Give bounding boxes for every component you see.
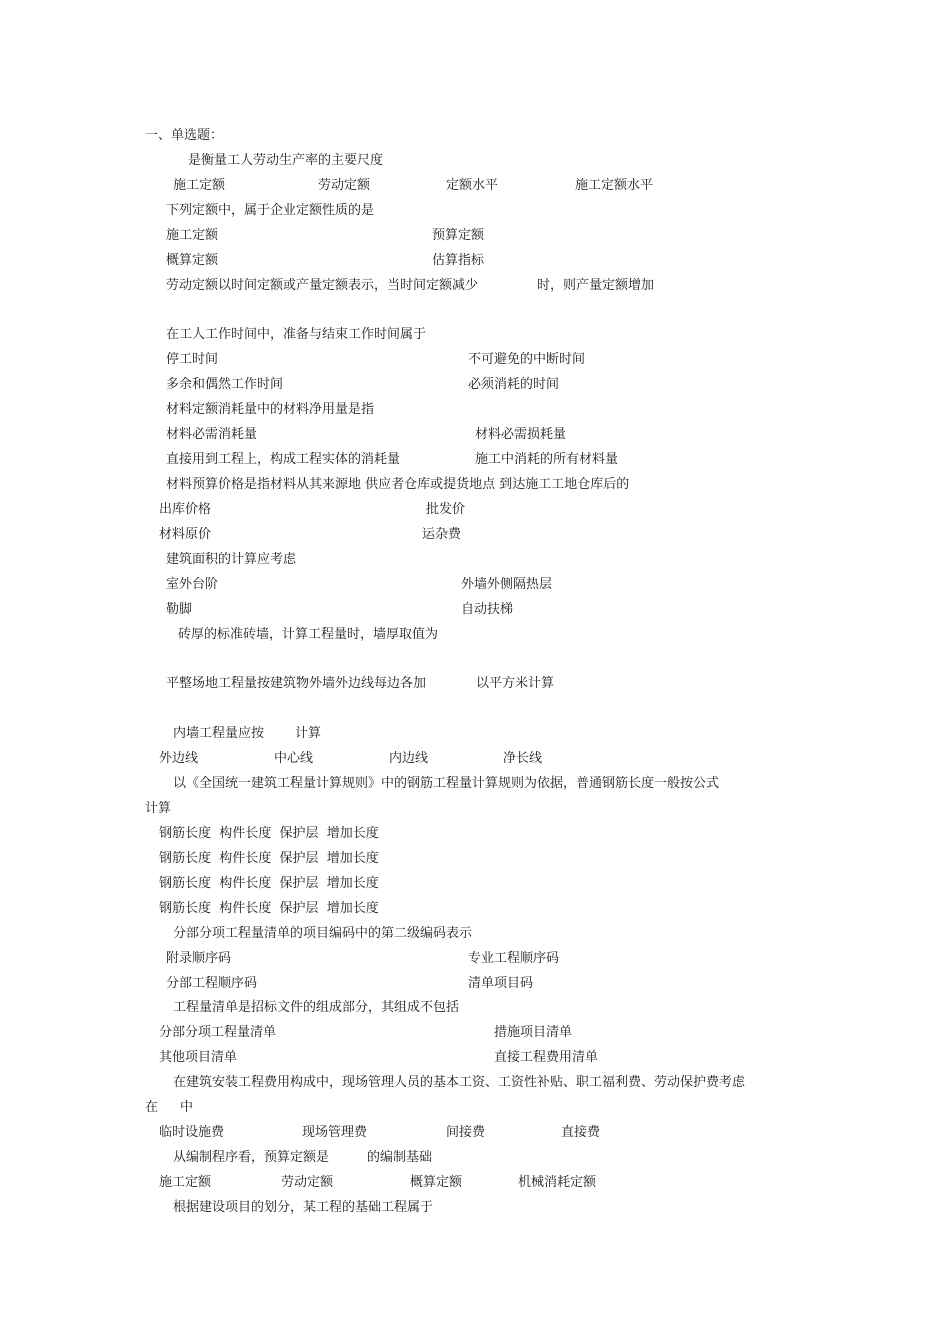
question-text: 平整场地工程量按建筑物外墙外边线每边各加 bbox=[166, 676, 427, 691]
option-text: 批发价 bbox=[426, 502, 466, 517]
option-text: 概算定额 bbox=[410, 1175, 463, 1190]
option-text: 临时设施费 bbox=[159, 1125, 225, 1140]
option-text: 间接费 bbox=[446, 1125, 486, 1140]
option-text: 外墙外侧隔热层 bbox=[461, 577, 553, 592]
question-text: 计算 bbox=[295, 726, 322, 741]
option-text: 内边线 bbox=[389, 751, 429, 766]
option-text: 必须消耗的时间 bbox=[468, 377, 560, 392]
question-text: 工程量清单是招标文件的组成部分，其组成不包括 bbox=[173, 1000, 460, 1015]
option-text: 概算定额 bbox=[166, 253, 219, 268]
option-text: 估算指标 bbox=[432, 253, 485, 268]
option-text: 直接费 bbox=[561, 1125, 601, 1140]
question-text: 砖厚的标准砖墙，计算工程量时，墙厚取值为 bbox=[178, 627, 439, 642]
question-text: 计算 bbox=[145, 801, 172, 816]
question-text: 下列定额中，属于企业定额性质的是 bbox=[166, 203, 375, 218]
option-text: 运杂费 bbox=[422, 527, 462, 542]
option-text: 劳动定额 bbox=[281, 1175, 334, 1190]
option-text: 停工时间 bbox=[166, 352, 219, 367]
option-text: 附录顺序码 bbox=[166, 951, 232, 966]
option-text: 施工定额 bbox=[159, 1175, 212, 1190]
option-text: 专业工程顺序码 bbox=[468, 951, 560, 966]
section-heading: 一、单选题： bbox=[145, 128, 224, 143]
question-text: 分部分项工程量清单的项目编码中的第二级编码表示 bbox=[173, 926, 473, 941]
question-text: 内墙工程量应按 bbox=[173, 726, 265, 741]
option-text: 劳动定额 bbox=[318, 178, 371, 193]
option-text: 清单项目码 bbox=[468, 976, 534, 991]
option-text: 中心线 bbox=[274, 751, 314, 766]
question-text: 中 bbox=[180, 1100, 194, 1115]
option-text: 施工中消耗的所有材料量 bbox=[475, 452, 619, 467]
option-text: 勒脚 bbox=[166, 602, 193, 617]
option-text: 出库价格 bbox=[159, 502, 212, 517]
option-text: 净长线 bbox=[503, 751, 543, 766]
question-text: 时，则产量定额增加 bbox=[537, 278, 655, 293]
option-text: 材料原价 bbox=[159, 527, 212, 542]
question-text: 在建筑安装工程费用构成中，现场管理人员的基本工资、工资性补贴、职工福利费、劳动保护费考虑 bbox=[173, 1075, 746, 1090]
question-text: 的编制基础 bbox=[367, 1150, 433, 1165]
question-text: 材料定额消耗量中的材料净用量是指 bbox=[166, 402, 375, 417]
option-text: 材料必需消耗量 bbox=[166, 427, 258, 442]
option-text: 不可避免的中断时间 bbox=[468, 352, 586, 367]
question-text: 在 bbox=[145, 1100, 159, 1115]
question-text: 在工人工作时间中，准备与结束工作时间属于 bbox=[166, 327, 427, 342]
option-text: 材料必需损耗量 bbox=[475, 427, 567, 442]
option-text: 其他项目清单 bbox=[159, 1050, 238, 1065]
option-text: 施工定额 bbox=[166, 228, 219, 243]
option-text: 机械消耗定额 bbox=[518, 1175, 597, 1190]
question-text: 劳动定额以时间定额或产量定额表示，当时间定额减少 bbox=[166, 278, 479, 293]
option-text: 直接工程费用清单 bbox=[494, 1050, 599, 1065]
option-text: 外边线 bbox=[159, 751, 199, 766]
option-text: 钢筋长度 构件长度 保护层 增加长度 bbox=[159, 876, 379, 891]
option-text: 预算定额 bbox=[432, 228, 485, 243]
option-text: 直接用到工程上，构成工程实体的消耗量 bbox=[166, 452, 401, 467]
option-text: 钢筋长度 构件长度 保护层 增加长度 bbox=[159, 901, 379, 916]
question-text: 建筑面积的计算应考虑 bbox=[166, 552, 297, 567]
option-text: 多余和偶然工作时间 bbox=[166, 377, 284, 392]
option-text: 分部分项工程量清单 bbox=[159, 1025, 277, 1040]
question-text: 材料预算价格是指材料从其来源地 供应者仓库或提货地点 到达施工工地仓库后的 bbox=[166, 477, 630, 492]
question-text: 是衡量工人劳动生产率的主要尺度 bbox=[188, 153, 384, 168]
option-text: 定额水平 bbox=[446, 178, 499, 193]
option-text: 分部工程顺序码 bbox=[166, 976, 258, 991]
option-text: 措施项目清单 bbox=[494, 1025, 573, 1040]
option-text: 施工定额水平 bbox=[575, 178, 654, 193]
option-text: 现场管理费 bbox=[302, 1125, 368, 1140]
option-text: 钢筋长度 构件长度 保护层 增加长度 bbox=[159, 851, 379, 866]
option-text: 室外台阶 bbox=[166, 577, 219, 592]
option-text: 施工定额 bbox=[173, 178, 226, 193]
question-text: 从编制程序看，预算定额是 bbox=[173, 1150, 330, 1165]
question-text: 以《全国统一建筑工程量计算规则》中的钢筋工程量计算规则为依据，普通钢筋长度一般按公式 bbox=[173, 776, 720, 791]
option-text: 自动扶梯 bbox=[461, 602, 514, 617]
question-text: 以平方米计算 bbox=[476, 676, 555, 691]
question-text: 根据建设项目的划分，某工程的基础工程属于 bbox=[173, 1200, 434, 1215]
option-text: 钢筋长度 构件长度 保护层 增加长度 bbox=[159, 826, 379, 841]
